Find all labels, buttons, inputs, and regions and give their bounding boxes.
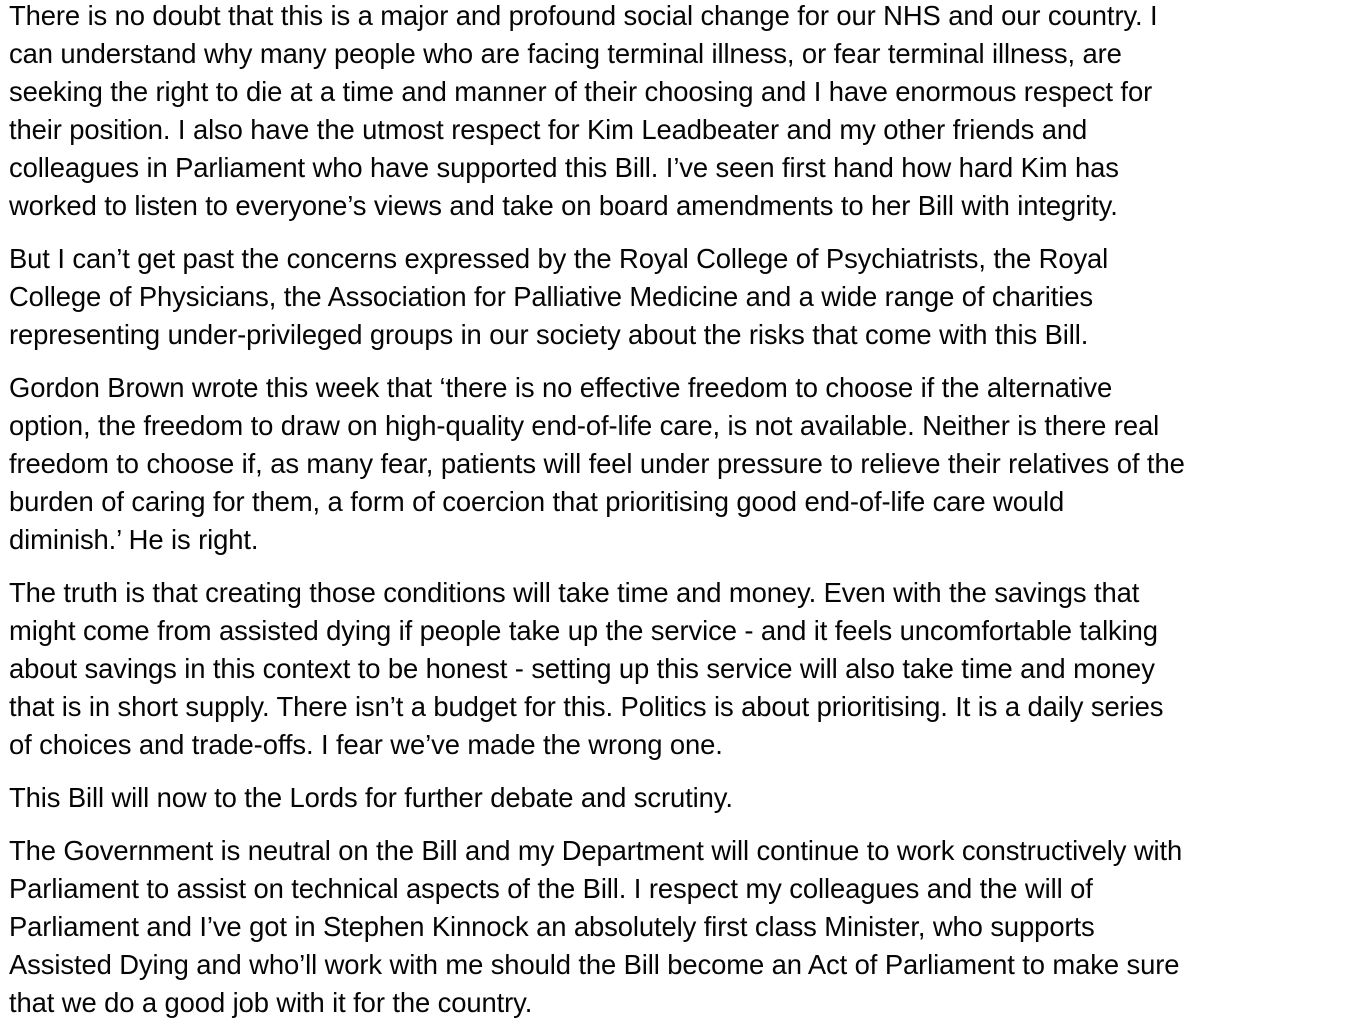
post-paragraph-5: This Bill will now to the Lords for further debate and scrutiny. <box>9 782 733 813</box>
post-paragraph-4: The truth is that creating those conditions will take time and money. Even with the savings that might come from assisted dying if people take up the service - and it feels uncomfortable talking about savings in this context to be honest - setting up this service will also take time and money that is in short supply. There isn’t a budget for this. Politics is about prioritising. It is a daily series of choices and trade-offs. I fear we’ve made the wrong one. <box>9 577 1164 760</box>
post-paragraph-6: The Government is neutral on the Bill and my Department will continue to work constructively with Parliament to assist on technical aspects of the Bill. I respect my colleagues and the will of Parliament and I’ve got in Stephen Kinnock an absolutely first class Minister, who supports Assisted Dying and who’ll work with me should the Bill become an Act of Parliament to make sure that we do a good job with it for the country. <box>9 835 1183 1018</box>
post-paragraph-1: There is no doubt that this is a major and profound social change for our NHS and our country. I can understand why many people who are facing terminal illness, or fear terminal illness, are seeking the right to die at a time and manner of their choosing and I have enormous respect for their position. I also have the utmost respect for Kim Leadbeater and my other friends and colleagues in Parliament who have supported this Bill. I’ve seen first hand how hard Kim has worked to listen to everyone’s views and take on board amendments to her Bill with integrity. <box>9 0 1158 221</box>
post-paragraph-2: But I can’t get past the concerns expressed by the Royal College of Psychiatrists, the Royal College of Physicians, the Association for Palliative Medicine and a wide range of charities representing under-privileged groups in our society about the risks that come with this Bill. <box>9 243 1109 350</box>
post-paragraph-3: Gordon Brown wrote this week that ‘there is no effective freedom to choose if the alternative option, the freedom to draw on high-quality end-of-life care, is not available. Neither is there real freedom to choose if, as many fear, patients will feel under pressure to relieve their relatives of the burden of caring for them, a form of coercion that prioritising good end-of-life care would diminish.’ He is right. <box>9 372 1185 555</box>
